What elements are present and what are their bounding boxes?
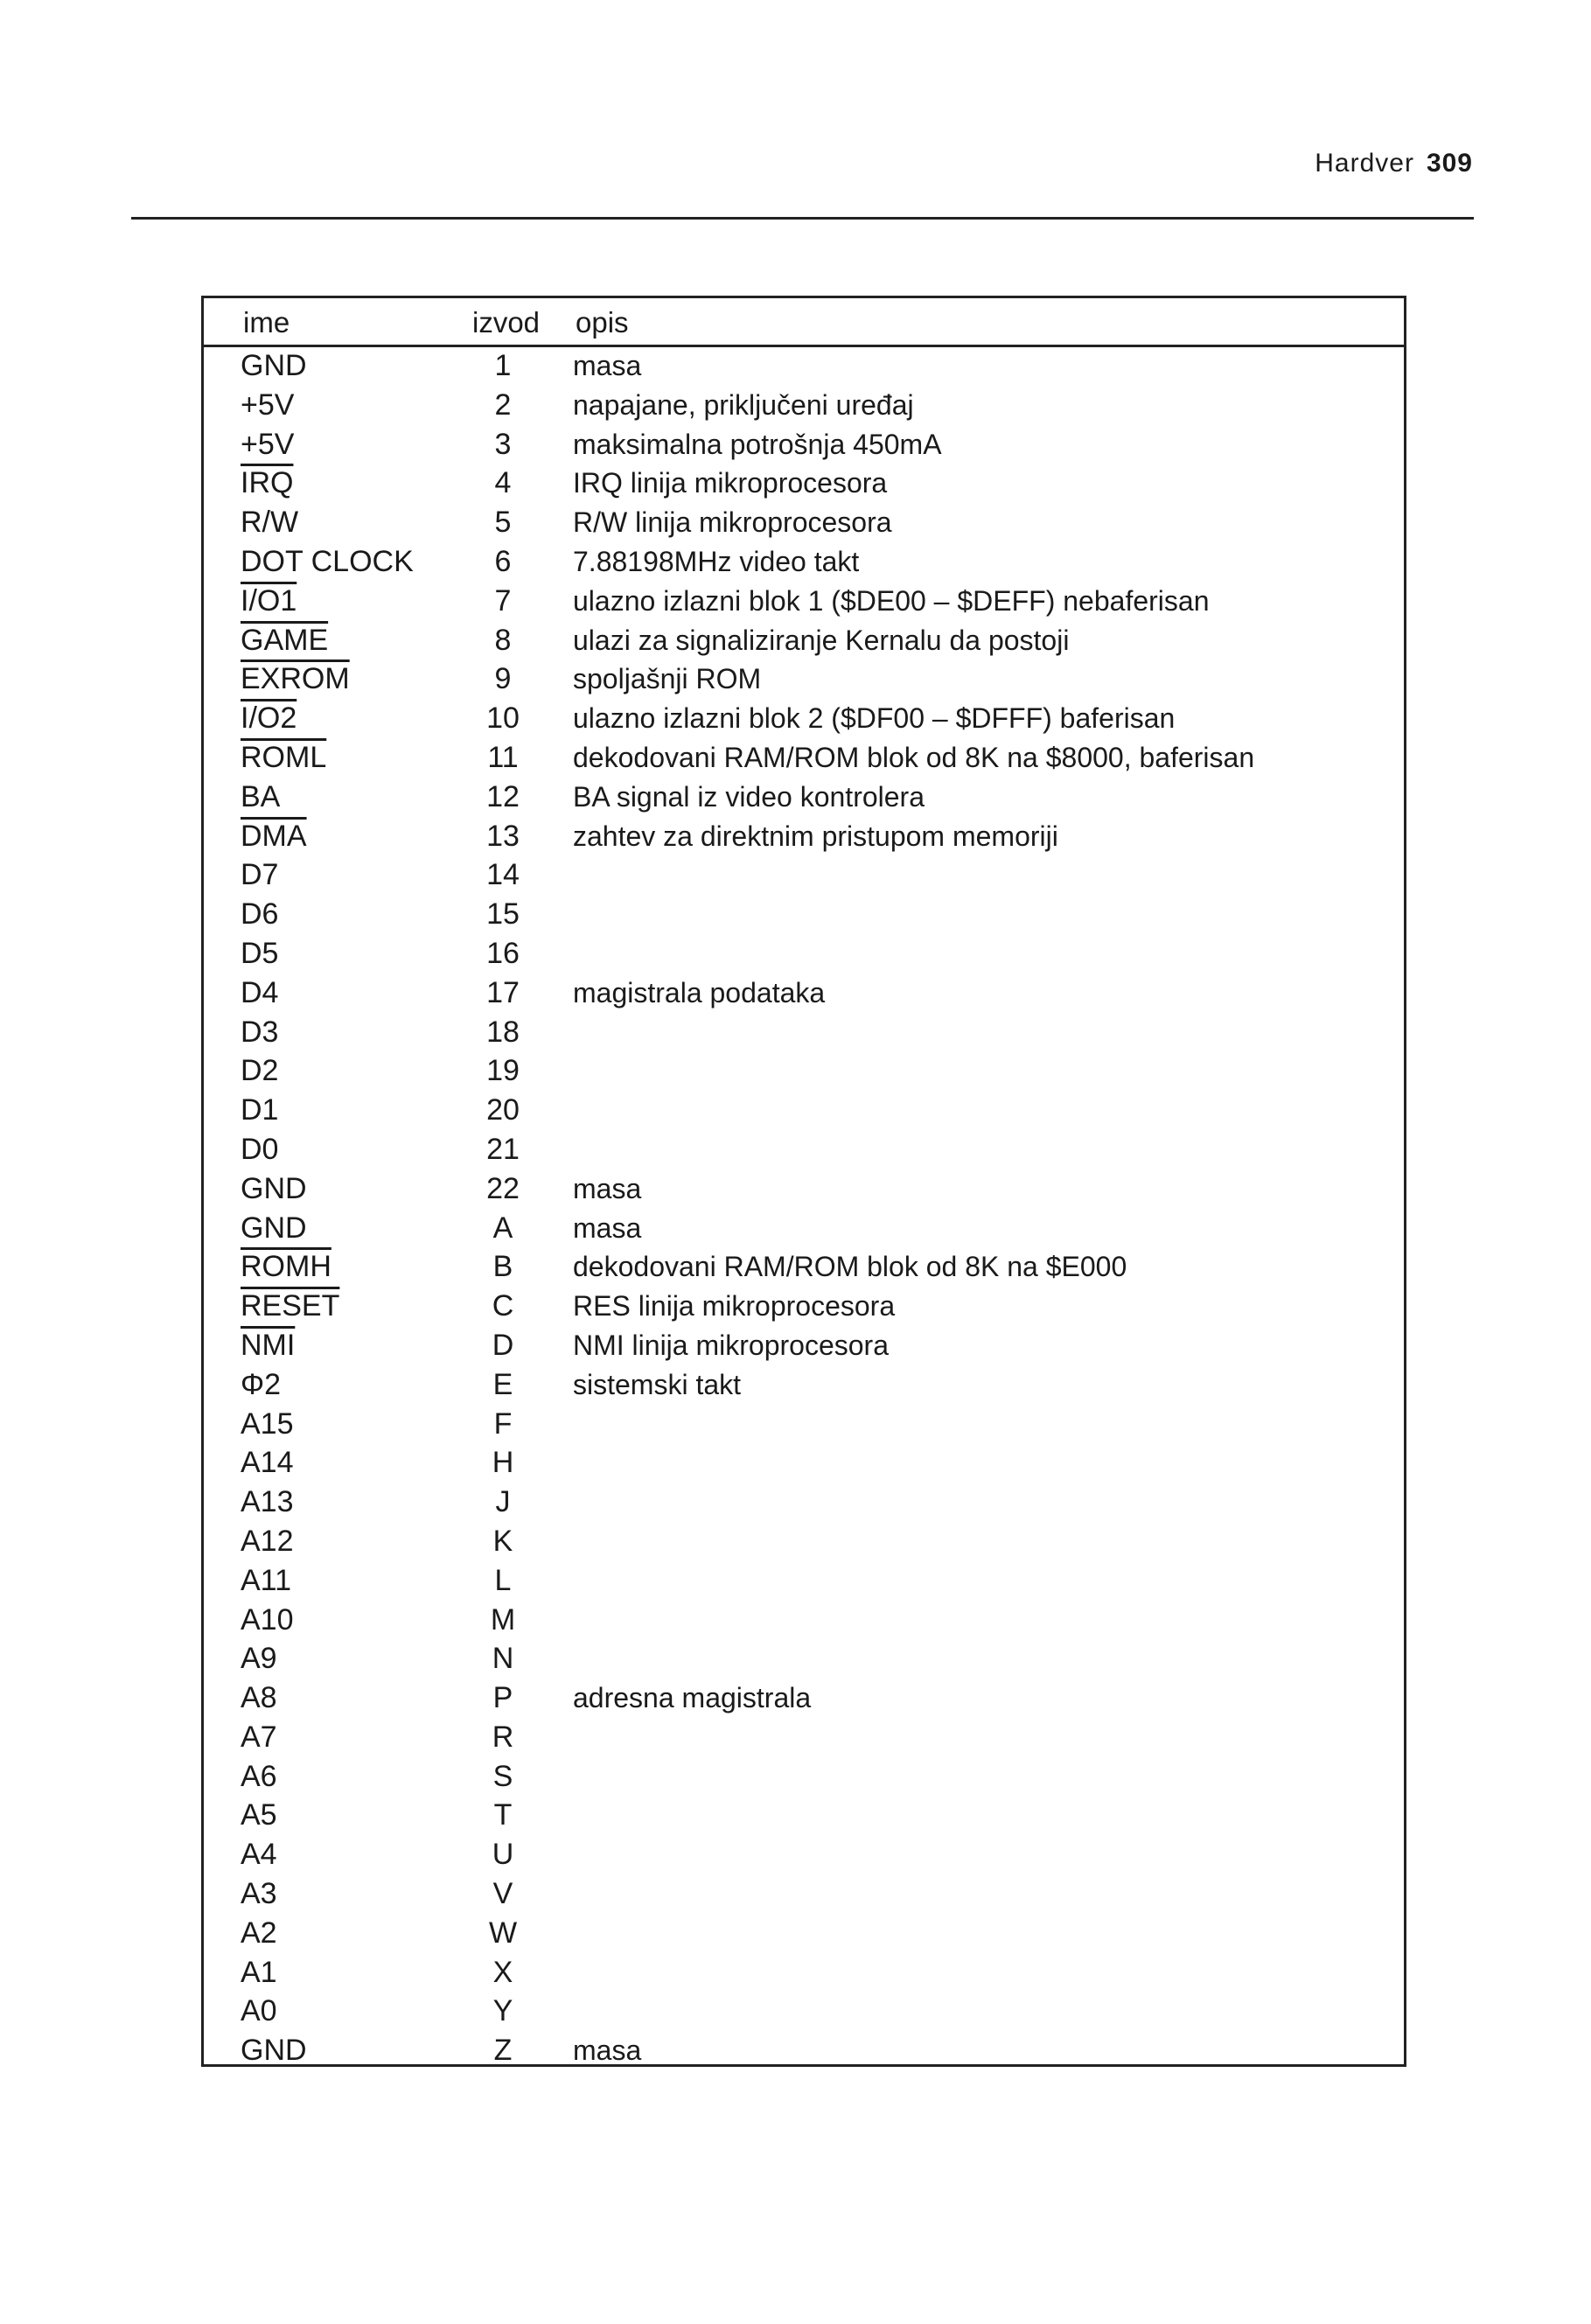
- signal-description: adresna magistrala: [573, 1682, 812, 1714]
- table-row: [0, 1678, 1591, 1718]
- signal-name: RESET: [241, 1289, 340, 1323]
- signal-description: zahtev za direktnim pristupom memoriji: [573, 820, 1058, 852]
- signal-name: A2: [241, 1916, 277, 1950]
- signal-description: 7.88198MHz video takt: [573, 545, 860, 577]
- pin-id: K: [492, 1524, 513, 1558]
- pin-id: 21: [486, 1132, 520, 1166]
- table-row: [0, 660, 1591, 699]
- signal-name: A12: [241, 1524, 294, 1558]
- signal-description: dekodovani RAM/ROM blok od 8K na $8000, baferisan: [573, 741, 1255, 773]
- signal-name: DOT CLOCK: [241, 544, 414, 578]
- pin-id: J: [495, 1485, 511, 1519]
- table-row: [0, 699, 1591, 738]
- table-row: [0, 817, 1591, 856]
- table-row: [0, 1443, 1591, 1483]
- pin-id: R: [492, 1720, 514, 1754]
- signal-name: I/O1: [241, 583, 297, 618]
- pin-id: S: [492, 1759, 513, 1793]
- signal-name: BA: [241, 779, 281, 813]
- signal-name: A5: [241, 1798, 277, 1832]
- pin-id: 11: [487, 740, 519, 774]
- table-row: [0, 1561, 1591, 1601]
- signal-name: D0: [241, 1132, 279, 1166]
- pin-id: M: [490, 1602, 516, 1637]
- table-row: [0, 1835, 1591, 1874]
- table-row: [0, 1483, 1591, 1522]
- signal-name: A8: [241, 1681, 277, 1715]
- pin-id: H: [492, 1446, 514, 1480]
- pin-id: 10: [486, 701, 520, 736]
- pin-id: A: [492, 1211, 513, 1245]
- table-row: [0, 738, 1591, 778]
- table-row: [0, 1326, 1591, 1365]
- table-row: [0, 1953, 1591, 1992]
- signal-description: dekodovani RAM/ROM blok od 8K na $E000: [573, 1251, 1127, 1283]
- pin-id: L: [494, 1563, 512, 1597]
- pin-id: W: [488, 1916, 518, 1950]
- signal-name: $\overline{DMA}$: [241, 819, 307, 853]
- table-row: [0, 778, 1591, 817]
- table-row: [0, 1914, 1591, 1953]
- signal-description: masa: [573, 2034, 642, 2067]
- signal-name: A3: [241, 1877, 277, 1911]
- signal-name: $\overline{IRQ}$: [241, 466, 294, 500]
- pin-id: V: [492, 1877, 513, 1911]
- pin-id: 15: [486, 897, 520, 932]
- table-row: [0, 934, 1591, 974]
- pin-id: F: [493, 1406, 513, 1441]
- pin-id: 8: [494, 623, 512, 657]
- table-row: [0, 1209, 1591, 1248]
- pin-id: X: [492, 1955, 513, 1989]
- table-row: [0, 1601, 1591, 1640]
- table-row: [0, 855, 1591, 895]
- signal-description: NMI linija mikroprocesora: [573, 1329, 889, 1361]
- table-row: [0, 1365, 1591, 1405]
- pin-id: P: [492, 1681, 513, 1715]
- table-row: [0, 503, 1591, 542]
- pin-id: Y: [492, 1994, 513, 2028]
- signal-description: napajane, priključeni uređaj: [573, 388, 914, 421]
- column-header-name: ime: [243, 306, 290, 338]
- pin-id: 9: [494, 662, 512, 696]
- signal-name: $\overline{NMI}$: [241, 1328, 296, 1362]
- table-row: [0, 1522, 1591, 1561]
- pin-id: 3: [494, 427, 512, 461]
- signal-name: GND: [241, 2034, 307, 2068]
- table-row: [0, 1874, 1591, 1914]
- table-row: [0, 542, 1591, 582]
- pin-id: 1: [494, 349, 512, 382]
- table-row: [0, 1405, 1591, 1444]
- signal-name: ROMH: [241, 1250, 331, 1284]
- signal-name: EXROM: [241, 662, 350, 696]
- pin-id: 4: [494, 466, 512, 500]
- signal-name: D5: [241, 936, 279, 970]
- table-row: [0, 1051, 1591, 1091]
- signal-name: D3: [241, 1015, 279, 1049]
- running-head: [1315, 149, 1473, 178]
- signal-description: IRQ linija mikroprocesora: [573, 467, 888, 499]
- signal-name: GAME: [241, 623, 329, 657]
- table-row: [0, 1718, 1591, 1757]
- signal-name: A0: [241, 1994, 277, 2028]
- table-row: [0, 1013, 1591, 1052]
- signal-name: A1: [241, 1955, 277, 1989]
- column-header-description: opis: [576, 306, 629, 338]
- signal-description: R/W linija mikroprocesora: [573, 506, 892, 539]
- signal-description: BA signal iz video kontrolera: [573, 780, 925, 813]
- signal-description: ulazno izlazni blok 2 ($DF00 – $DFFF) baferisan: [573, 702, 1176, 735]
- table-row: [0, 1130, 1591, 1169]
- pin-id: 2: [494, 387, 512, 422]
- signal-name: D6: [241, 897, 279, 932]
- pin-id: 22: [486, 1171, 520, 1205]
- pin-id: U: [492, 1838, 514, 1872]
- table-row: [0, 1796, 1591, 1835]
- signal-name: A7: [241, 1720, 277, 1754]
- signal-name: A11: [241, 1563, 291, 1597]
- pin-id: N: [492, 1642, 514, 1676]
- pin-id: 17: [486, 975, 520, 1009]
- signal-name: GND: [241, 1211, 307, 1245]
- signal-name: A13: [241, 1485, 294, 1519]
- section-title: Hardver: [1315, 149, 1414, 178]
- table-row: [0, 425, 1591, 464]
- signal-name: +5V: [241, 427, 295, 461]
- signal-name: D7: [241, 858, 279, 892]
- pin-id: C: [492, 1289, 514, 1323]
- page-number: 309: [1426, 149, 1473, 178]
- pin-id: 6: [494, 544, 512, 578]
- table-row: [0, 1287, 1591, 1326]
- pin-id: T: [493, 1798, 513, 1832]
- signal-name: D1: [241, 1093, 279, 1127]
- signal-description: sistemski takt: [573, 1368, 742, 1400]
- signal-description: ulazno izlazni blok 1 ($DE00 – $DEFF) nebaferisan: [573, 584, 1210, 617]
- pin-id: E: [492, 1367, 513, 1401]
- signal-description: masa: [573, 350, 642, 381]
- pin-id: 13: [486, 819, 520, 853]
- signal-name: Φ2: [241, 1367, 282, 1401]
- table-row: [0, 895, 1591, 934]
- table-row: [0, 1091, 1591, 1130]
- signal-description: RES linija mikroprocesora: [573, 1290, 896, 1323]
- header-rule: [131, 217, 1474, 220]
- signal-name: D2: [241, 1054, 279, 1088]
- signal-description: ulazi za signaliziranje Kernalu da postoji: [573, 624, 1070, 656]
- table-row: [0, 464, 1591, 503]
- signal-name: R/W: [241, 506, 299, 540]
- signal-name: A14: [241, 1446, 294, 1480]
- table-row: [0, 582, 1591, 621]
- pin-id: 16: [486, 936, 520, 970]
- signal-name: A15: [241, 1406, 294, 1441]
- signal-name: ROML: [241, 740, 327, 774]
- signal-description: masa: [573, 1211, 642, 1244]
- signal-name: GND: [241, 349, 307, 382]
- signal-name: I/O2: [241, 701, 297, 736]
- table-body: [0, 346, 1591, 2070]
- signal-name: +5V: [241, 387, 295, 422]
- table-row: [0, 974, 1591, 1013]
- column-header-pin: izvod: [472, 306, 541, 338]
- signal-description: masa: [573, 1172, 642, 1204]
- pin-id: 14: [486, 858, 520, 892]
- table-row: [0, 1639, 1591, 1678]
- table-row: [0, 1247, 1591, 1287]
- pin-id: 20: [486, 1093, 520, 1127]
- table-row: [0, 386, 1591, 425]
- table-row: [0, 346, 1591, 386]
- pin-id: 18: [486, 1015, 520, 1049]
- signal-name: GND: [241, 1171, 307, 1205]
- pin-id: 12: [486, 779, 520, 813]
- signal-name: A9: [241, 1642, 277, 1676]
- table-row: [0, 1169, 1591, 1209]
- pin-id: 7: [494, 583, 512, 618]
- pin-id: 19: [486, 1054, 520, 1088]
- pin-id: D: [492, 1328, 514, 1362]
- signal-description: magistrala podataka: [573, 976, 826, 1008]
- pin-id: B: [492, 1250, 513, 1284]
- table-row: [0, 1757, 1591, 1797]
- signal-name: A4: [241, 1838, 277, 1872]
- signal-name: A10: [241, 1602, 294, 1637]
- signal-name: A6: [241, 1759, 277, 1793]
- signal-description: maksimalna potrošnja 450mA: [573, 428, 942, 460]
- table-row: [0, 1992, 1591, 2031]
- pin-id: Z: [493, 2034, 513, 2068]
- pin-id: 5: [494, 506, 512, 540]
- signal-description: spoljašnji ROM: [573, 663, 762, 695]
- table-row: [0, 621, 1591, 660]
- table-row: [0, 2031, 1591, 2070]
- signal-name: D4: [241, 975, 279, 1009]
